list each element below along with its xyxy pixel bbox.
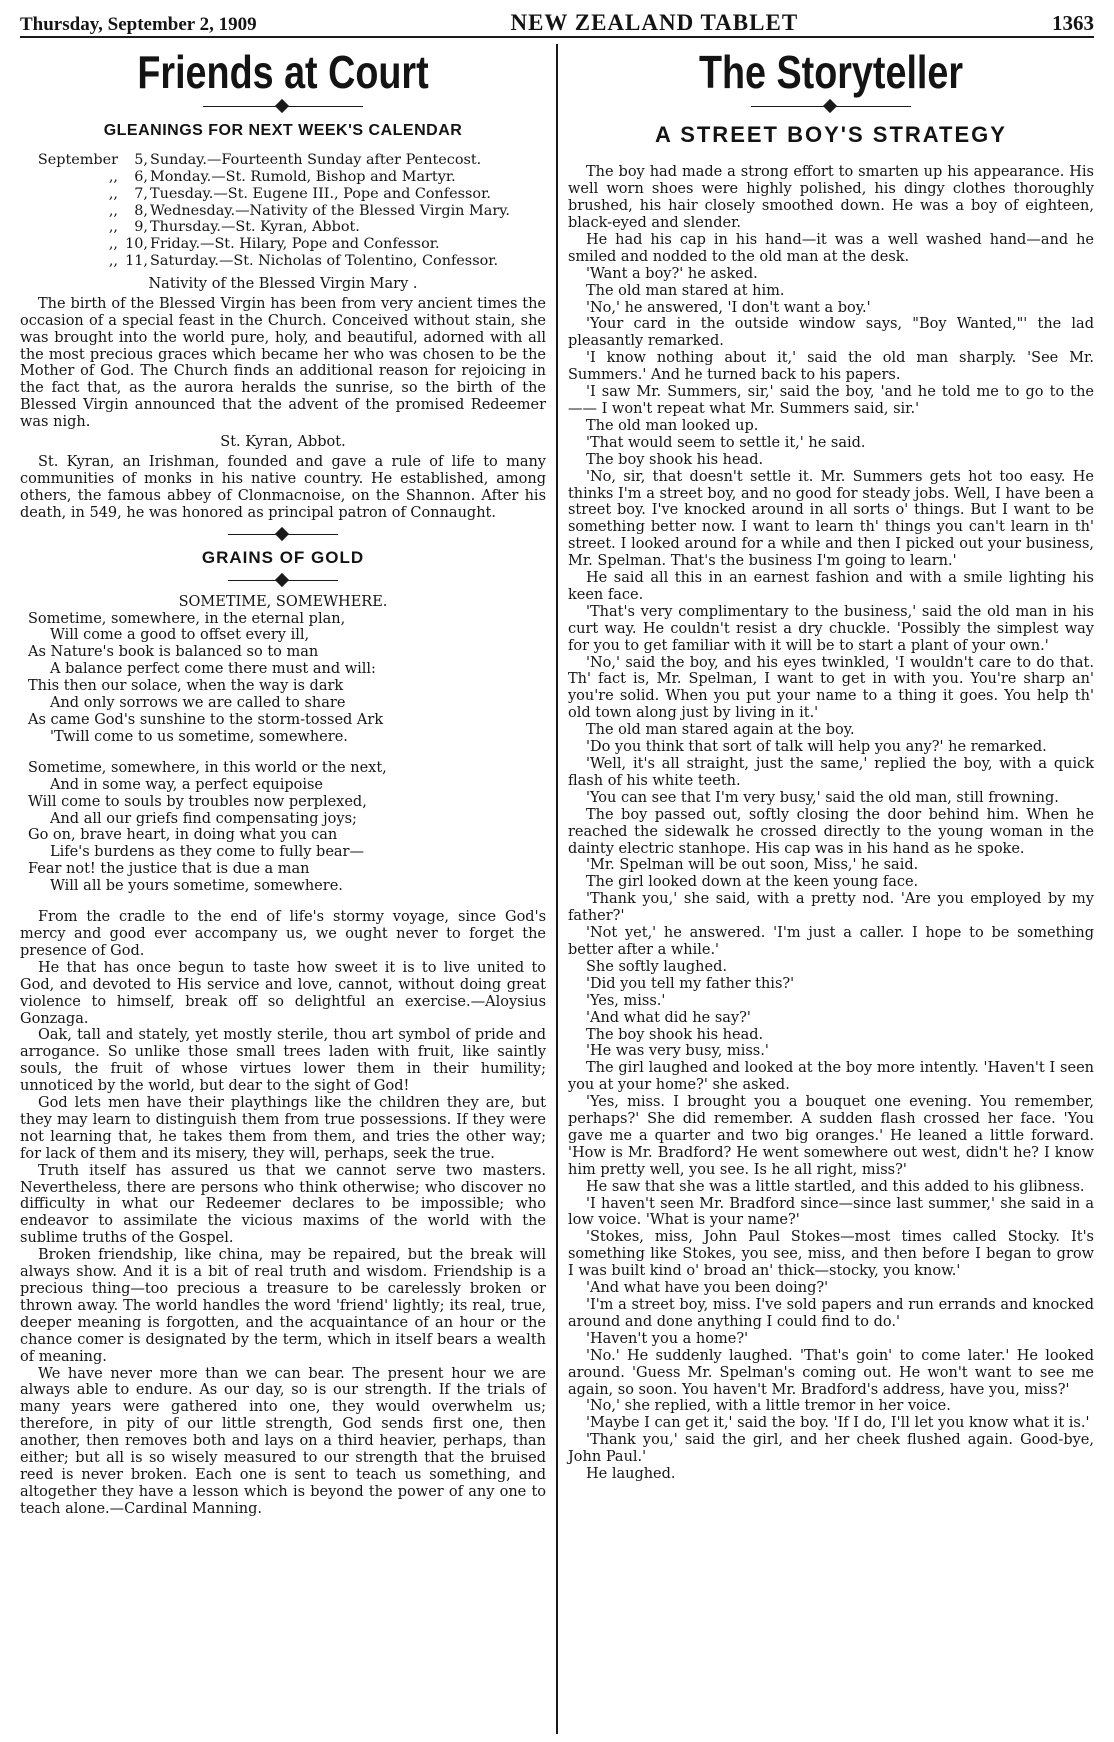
story-paragraph: 'That's very complimentary to the business,' said the old man in his curt way. He couldn't resist a dry chuckle. 'Possibly the simplest way for you to get familiar with it will be to start a plant of your own.' — [567, 603, 1094, 654]
page-number: 1363 — [1051, 11, 1094, 35]
poem-line: A balance perfect come there must and will: — [50, 661, 376, 678]
story-paragraph: 'Yes, miss.' — [585, 992, 666, 1009]
calendar-entry: Thursday.—St. Kyran, Abbot. — [150, 219, 360, 236]
poem-line: Will come a good to offset every ill, — [50, 627, 310, 644]
story-paragraph: 'No,' she replied, with a little tremor in her voice. — [585, 1398, 951, 1415]
story-paragraph: 'I'm a street boy, miss. I've sold papers and run errands and knocked around and done anything I could find to do.' — [567, 1297, 1094, 1330]
story-title: A STREET BOY'S STRATEGY — [655, 122, 1007, 148]
calendar-day: 5, — [134, 152, 148, 169]
poem-line: And in some way, a perfect equipoise — [50, 776, 324, 793]
poem-stanza — [28, 760, 546, 895]
poem-line: Fear not! the justice that is due a man — [28, 861, 310, 878]
calendar-list — [20, 152, 546, 270]
poem-line: Sometime, somewhere, in this world or the next, — [28, 759, 387, 776]
calendar-month: ,, — [108, 219, 118, 236]
poem-line: 'Twill come to us sometime, somewhere. — [50, 728, 348, 745]
calendar-day: 8, — [134, 202, 148, 219]
calendar-month: September — [37, 152, 118, 169]
calendar-entry: Monday.—St. Rumold, Bishop and Martyr. — [150, 169, 456, 186]
story-paragraph: 'He was very busy, miss.' — [585, 1043, 769, 1060]
ornament-divider — [228, 528, 338, 542]
story-paragraph: The old man looked up. — [585, 417, 759, 434]
story-paragraph: She softly laughed. — [585, 958, 727, 975]
story-paragraph: 'Maybe I can get it,' said the boy. 'If I do, I'll let you know what it is.' — [585, 1415, 1090, 1432]
calendar-entry: Tuesday.—St. Eugene III., Pope and Confessor. — [150, 185, 491, 202]
poem-line: Go on, brave heart, in doing what you can — [28, 827, 338, 844]
story-paragraph: 'No,' said the boy, and his eyes twinkled, 'I wouldn't care to do that. Th' fact is, Mr. Spelman, I want to get in with you. You're sharp an' you're solid. When you put your name to a thing it goes. You help th' old town along just by living in it.' — [567, 654, 1094, 722]
calendar-day: 11, — [125, 253, 148, 270]
story-paragraph: 'Not yet,' he answered. 'I'm just a caller. I hope to be something better after a while.' — [567, 925, 1094, 958]
issue-date: Thursday, September 2, 1909 — [20, 14, 257, 35]
story-paragraph: He said all this in an earnest fashion and with a smile lighting his keen face. — [567, 570, 1094, 603]
story-paragraph: 'And what have you been doing?' — [585, 1280, 829, 1297]
poem-line: Sometime, somewhere, in the eternal plan, — [28, 610, 346, 627]
story-paragraph: The old man stared again at the boy. — [585, 722, 855, 739]
story-paragraph: The boy shook his head. — [585, 1026, 764, 1043]
poem-line: And all our griefs find compensating joys; — [50, 810, 357, 827]
story-paragraph: 'Your card in the outside window says, "Boy Wanted,"' the lad pleasantly remarked. — [567, 316, 1094, 350]
calendar-month: ,, — [108, 202, 118, 219]
story-body — [568, 164, 1094, 1483]
poem-title: SOMETIME, SOMEWHERE. — [178, 593, 388, 610]
calendar-day: 6, — [134, 169, 148, 186]
story-paragraph: The boy had made a strong effort to smarten up his appearance. His well worn shoes were highly polished, his dingy clothes thoroughly brushed, his hair closely smoothed down. He was a boy of eighteen, black-eyed and slender. — [567, 164, 1094, 232]
poem-line: This then our solace, when the way is dark — [28, 678, 344, 695]
right-column — [558, 38, 1094, 1734]
story-paragraph: 'No.' He suddenly laughed. 'That's goin' to come later.' He looked around. 'Guess Mr. Spelman's coming out. He won't want to see me again, so soon. You haven't Mr. Bradford's address, have you, miss?' — [567, 1347, 1094, 1398]
story-paragraph: The girl laughed and looked at the boy more intently. 'Haven't I seen you at your home?' she asked. — [567, 1060, 1094, 1094]
story-paragraph: He had his cap in his hand—it was a well washed hand—and he smiled and nodded to the old man at the desk. — [567, 231, 1094, 265]
calendar-month: ,, — [108, 236, 118, 253]
story-paragraph: 'I know nothing about it,' said the old man sharply. 'See Mr. Summers.' And he turned back to his papers. — [567, 350, 1094, 384]
story-paragraph: 'Do you think that sort of talk will help you any?' he remarked. — [585, 739, 1047, 756]
ornament-divider — [203, 100, 363, 114]
paragraph: Truth itself has assured us that we cannot serve two masters. Nevertheless, there are persons who think otherwise; who discover no difficulty in what our Redeemer declares to be impossible; who endeavor to assimilate the vicious maxims of the world with the sublime truths of the Gospel. — [20, 1162, 547, 1247]
calendar-entry: Wednesday.—Nativity of the Blessed Virgin Mary. — [150, 202, 511, 219]
paragraph: Broken friendship, like china, may be repaired, but the break will always show. And it is a bit of real truth and wisdom. Friendship is a precious thing—too precious a treasure to be carelessly broken or thrown away. The world handles the word 'friend' lightly; its real, true, deeper meaning is forgotten, and the acquaintance of an hour or the chance comer is designated by the term, which in itself bears a wealth of meaning. — [20, 1247, 547, 1365]
calendar-month: ,, — [108, 169, 118, 186]
paragraph: From the cradle to the end of life's stormy voyage, since God's mercy and good ever accompany us, we ought never to forget the presence of God. — [20, 909, 547, 959]
calendar-entry: Saturday.—St. Nicholas of Tolentino, Confessor. — [150, 253, 499, 270]
kyran-heading: St. Kyran, Abbot. — [220, 434, 346, 451]
calendar-day: 7, — [134, 185, 148, 202]
paragraph: We have never more than we can bear. The present hour we are always able to endure. As our day, so is our strength. If the trials of many years were gathered into one, they would overwhelm us; therefore, in pity of our little strength, God sends first one, then another, then removes both and lays on a third heavier, perhaps, than either; but all is so wisely measured to our strength that the bruised reed is never broken. Each one is sent to teach us something, and altogether they have a lesson which is beyond the power of any one to teach alone.—Cardinal Manning. — [20, 1365, 547, 1517]
masthead — [20, 4, 1094, 38]
story-paragraph: 'Mr. Spelman will be out soon, Miss,' he said. — [585, 857, 919, 874]
story-paragraph: 'I haven't seen Mr. Bradford since—since last summer,' she said in a low voice. 'What is your name?' — [567, 1195, 1094, 1229]
calendar-subtitle: GLEANINGS FOR NEXT WEEK'S CALENDAR — [103, 122, 463, 140]
story-paragraph: 'Thank you,' said the girl, and her cheek flushed again. Good-bye, John Paul.' — [567, 1432, 1094, 1466]
grains-of-gold-heading: GRAINS OF GOLD — [201, 547, 365, 567]
story-paragraph: 'No, sir, that doesn't settle it. Mr. Summers gets hot too easy. He thinks I'm a street boy, and no good for steady jobs. Well, I have been a street boy. I've knocked around in all sorts o' things. But I want to be something better now. I want to learn th' things you can't learn in th' street. I looked around for a while and then I picked out your business, Mr. Spelman. That's the business I'm going to learn.' — [567, 468, 1094, 570]
section-title-friends-at-court: Friends at Court — [137, 46, 429, 98]
paragraph: Oak, tall and stately, yet mostly sterile, thou art symbol of pride and arrogance. So unlike those small trees laden with fruit, like saintly souls, the fruit of whose virtues lower them in their humility; unnoticed by the world, but dear to the sight of God! — [20, 1027, 547, 1095]
newspaper-name: NEW ZEALAND TABLET — [510, 10, 799, 35]
story-paragraph: The boy passed out, softly closing the door behind him. When he reached the sidewalk he crossed directly to the young woman in the dainty electric stanhope. His cap was in his hand as he spoke. — [567, 806, 1094, 857]
ornament-divider — [751, 100, 911, 114]
left-body — [20, 276, 546, 522]
section-title-storyteller: The Storyteller — [698, 46, 964, 98]
story-paragraph: The girl looked down at the keen young face. — [585, 874, 919, 891]
story-paragraph: The old man stared at him. — [585, 282, 785, 299]
story-paragraph: 'Haven't you a home?' — [585, 1330, 749, 1347]
story-paragraph: The boy shook his head. — [585, 451, 764, 468]
calendar-entry: Sunday.—Fourteenth Sunday after Pentecost. — [150, 152, 482, 169]
nativity-paragraph: The birth of the Blessed Virgin has been from very ancient times the occasion of a special feast in the Church. Conceived without stain, she was brought into the world pure, holy, and beautiful, adorned with all the most precious graces which became her who was chosen to be the Mother of God. The Church finds an additional reason for rejoicing in the fact that, as the aurora heralds the sunrise, so the birth of the Blessed Virgin announced that the advent of the promised Redeemer was nigh. — [20, 295, 547, 431]
poem-line: Life's burdens as they come to fully bear— — [50, 844, 364, 861]
calendar-entry: Friday.—St. Hilary, Pope and Confessor. — [150, 236, 440, 253]
calendar-day: 10, — [125, 236, 148, 253]
paragraph: He that has once begun to taste how sweet it is to live united to God, and devoted to His service and love, cannot, without doing great violence to himself, break off so delightful an exercise.—Aloysius Gonzaga. — [20, 959, 547, 1027]
story-paragraph: He laughed. — [585, 1466, 676, 1483]
story-paragraph: 'Want a boy?' he asked. — [585, 265, 758, 282]
story-paragraph: 'That would seem to settle it,' he said. — [585, 434, 866, 451]
story-paragraph: 'Yes, miss. I brought you a bouquet one evening. You remember, perhaps?' She did remember. A sudden flash crossed her face. 'You gave me a quarter and two big oranges.' He leaned a little forward. 'How is Mr. Bradford? He went somewhere out west, didn't he? I know him pretty well, you see. Is he all right, miss?' — [567, 1094, 1094, 1178]
poem-line: As came God's sunshine to the storm-tossed Ark — [28, 712, 384, 728]
nativity-heading: Nativity of the Blessed Virgin Mary . — [148, 275, 418, 292]
calendar-month: ,, — [108, 185, 118, 202]
poem-line: And only sorrows we are called to share — [50, 695, 346, 712]
poem-line: Will all be yours sometime, somewhere. — [50, 878, 343, 895]
calendar-month: ,, — [108, 253, 118, 270]
story-paragraph: He saw that she was a little startled, and this added to his glibness. — [585, 1178, 1085, 1195]
story-paragraph: 'Thank you,' she said, with a pretty nod. 'Are you employed by my father?' — [567, 891, 1094, 925]
kyran-paragraph: St. Kyran, an Irishman, founded and gave a rule of life to many communities of monks in his native country. He established, among others, the famous abbey of Clonmacnoise, on the Shannon. After his death, in 549, he was honored as principal patron of Connaught. — [20, 453, 547, 521]
left-column — [20, 38, 556, 1734]
story-paragraph: 'And what did he say?' — [585, 1009, 751, 1026]
gleanings-body — [20, 909, 546, 1518]
poem — [28, 611, 546, 896]
story-paragraph: 'No,' he answered, 'I don't want a boy.' — [585, 299, 871, 316]
columns — [20, 38, 1094, 1734]
story-paragraph: 'Stokes, miss, John Paul Stokes—most times called Stocky. It's something like Stokes, you see, miss, and then before I began to grow I was built kind o' broad an' thick—stocky, you know.' — [567, 1229, 1094, 1280]
poem-line: Will come to souls by troubles now perplexed, — [28, 793, 367, 810]
story-paragraph: 'I saw Mr. Summers, sir,' said the boy, 'and he told me to go to the—— I won't repeat what Mr. Summers said, sir.' — [567, 384, 1094, 417]
ornament-divider — [228, 574, 338, 588]
poem-stanza — [28, 611, 546, 746]
calendar-day: 9, — [134, 219, 148, 236]
story-paragraph: 'Well, it's all straight, just the same,' replied the boy, with a quick flash of his white teeth. — [567, 756, 1094, 789]
story-paragraph: 'You can see that I'm very busy,' said the old man, still frowning. — [585, 789, 1059, 806]
poem-line: As Nature's book is balanced so to man — [28, 644, 319, 661]
paragraph: God lets men have their playthings like the children they are, but they may learn to distinguish them from true possessions. If they were not learning that, he takes them from them, and tries the other way; for lack of them and its misery, they will, perhaps, seek the true. — [20, 1095, 547, 1162]
story-paragraph: 'Did you tell my father this?' — [585, 975, 795, 992]
